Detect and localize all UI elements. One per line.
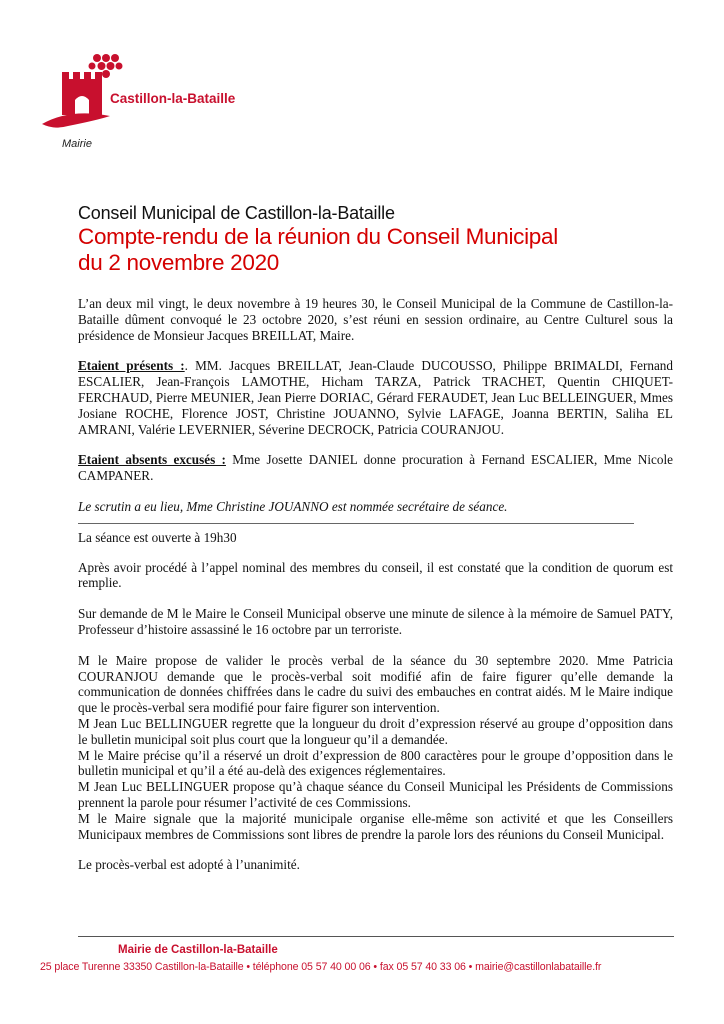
- footer-address: 25 place Turenne 33350 Castillon-la-Bataille • téléphone 05 57 40 00 06 • fax 05 57 40 33 06 • mairie@castillonlabataille.fr: [40, 961, 602, 973]
- absent-paragraph: [78, 452, 673, 484]
- municipal-logo: [40, 42, 270, 157]
- scrutin-paragraph: Le scrutin a eu lieu, Mme Christine JOUANNO est nommée secrétaire de séance.: [78, 498, 508, 514]
- logo-town-name: Castillon-la-Bataille: [110, 91, 236, 106]
- opening-line: La séance est ouverte à 19h30: [78, 529, 237, 545]
- footer-divider: [78, 936, 674, 937]
- document-body: [78, 296, 673, 888]
- intro-paragraph: L’an deux mil vingt, le deux novembre à 19 heures 30, le Conseil Municipal de la Commune de Castillon-la-Bataille dûment convoqué le 23 octobre 2020, s’est réuni en session ordinaire, au Centre Culturel sous la présidence de Monsieur Jacques BREILLAT, Maire.: [78, 296, 673, 343]
- document-heading: [78, 202, 678, 276]
- present-list: . MM. Jacques BREILLAT, Jean-Claude DUCOUSSO, Philippe BRIMALDI, Fernand ESCALIER, Jean-François LAMOTHE, Hicham TARZA, Patrick TRACHET, Quentin CHIQUET-FERCHAUD, Pierre MEUNIER, Jean Pierre DORIAC, Gérard FERAUDET, Jean Luc BELLEINGUER, Mmes Josiane ROCHE, Florence JOST, Christine JOUANNO, Sylvie LAFAGE, Joanna BERTIN, Saliha EL AMRANI, Valérie LEVERNIER, Séverine DECROCK, Patricia COURANJOU.: [78, 358, 673, 437]
- minutes-paragraph-1: M le Maire propose de valider le procès verbal de la séance du 30 septembre 2020. Mme Patricia COURANJOU demande que le procès-verbal soit modifié afin de faire figurer qu’elle demande la communication de données chiffrées dans le cadre du suivi des embauches en contrat aidés. M le Maire indique que le procès-verbal sera modifié pour faire figurer son intervention.: [78, 652, 673, 716]
- present-paragraph: [78, 358, 673, 437]
- minutes-paragraph-4: M Jean Luc BELLINGUER propose qu’à chaque séance du Conseil Municipal les Présidents de Commissions prennent la parole pour résumer l’activité de ces Commissions.: [78, 779, 673, 810]
- adoption-line: Le procès-verbal est adopté à l’unanimité.: [78, 857, 300, 873]
- report-date: du 2 novembre 2020: [78, 250, 280, 275]
- present-label: Etaient présents :: [78, 358, 185, 374]
- footer-title: Mairie de Castillon-la-Bataille: [118, 944, 278, 956]
- silence-paragraph: Sur demande de M le Maire le Conseil Municipal observe une minute de silence à la mémoire de Samuel PATY, Professeur d’histoire assassiné le 16 octobre par un terroriste.: [78, 606, 673, 637]
- report-title: Compte-rendu de la réunion du Conseil Municipal: [78, 224, 558, 249]
- council-title: Conseil Municipal de Castillon-la-Bataille: [78, 203, 395, 223]
- minutes-paragraph-2: M Jean Luc BELLINGUER regrette que la longueur du droit d’expression réservé au groupe d’opposition dans le bulletin municipal soit plus court que la longueur qu’il a demandée.: [78, 715, 673, 747]
- absent-label: Etaient absents excusés :: [78, 452, 226, 468]
- absent-list: Mme Josette DANIEL donne procuration à Fernand ESCALIER, Mme Nicole CAMPANER.: [78, 452, 673, 484]
- minutes-paragraph-5: M le Maire signale que la majorité municipale organise elle-même son activité et que les Conseillers Municipaux membres de Commissions sont libres de prendre la parole lors des réunions du Conseil Municipal.: [78, 810, 673, 842]
- minutes-paragraph-3: M le Maire précise qu’il a réservé un droit d’expression de 800 caractères pour le groupe d’opposition dans le bulletin municipal et qu’il a été au-delà des exigences réglementaires.: [78, 747, 673, 779]
- logo-subtitle: Mairie: [62, 138, 92, 150]
- section-divider: [78, 523, 634, 524]
- quorum-paragraph: Après avoir procédé à l’appel nominal des membres du conseil, il est constaté que la condition de quorum est remplie.: [78, 559, 673, 591]
